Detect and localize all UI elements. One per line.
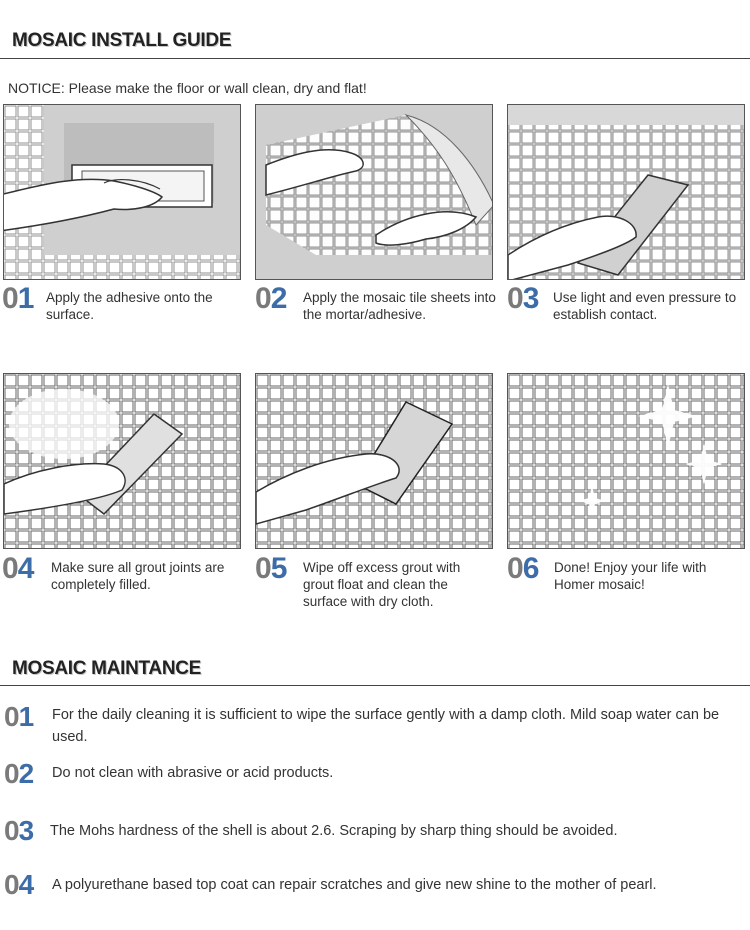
step-4-number: 04 <box>2 552 34 585</box>
maintenance-2-text: Do not clean with abrasive or acid products. <box>52 765 334 781</box>
notice-text: NOTICE: Please make the floor or wall clean, dry and flat! <box>8 80 367 96</box>
step-5-text: Wipe off excess grout with grout float and clean the surface with dry cloth. <box>303 560 461 609</box>
install-guide-title: MOSAIC INSTALL GUIDE <box>12 30 232 51</box>
maintenance-3-number: 03 <box>4 815 34 846</box>
maintenance-1-number: 01 <box>4 701 34 732</box>
step-4-illustration <box>3 373 241 549</box>
step-2-text: Apply the mosaic tile sheets into the mortar/adhesive. <box>303 290 496 322</box>
step-5-illustration <box>255 373 493 549</box>
step-3-text: Use light and even pressure to establish contact. <box>553 290 737 322</box>
maintenance-3-text: The Mohs hardness of the shell is about 2.6. Scraping by sharp thing should be avoided. <box>50 823 618 839</box>
install-guide-divider <box>0 58 750 59</box>
step-4-text: Make sure all grout joints are completely filled. <box>51 560 225 592</box>
step-2-illustration <box>255 104 493 280</box>
step-2-number: 02 <box>255 282 287 315</box>
maintenance-2-number: 02 <box>4 758 34 789</box>
step-1-illustration <box>3 104 241 280</box>
maintenance-divider <box>0 685 750 686</box>
step-3-illustration <box>507 104 745 280</box>
maintenance-1-text: For the daily cleaning it is sufficient to wipe the surface gently with a damp cloth. Mild soap water can be used. <box>52 707 720 745</box>
step-1-number: 01 <box>2 282 34 315</box>
step-1-text: Apply the adhesive onto the surface. <box>46 290 213 322</box>
step-6-illustration <box>507 373 745 549</box>
maintenance-4-text: A polyurethane based top coat can repair scratches and give new shine to the mother of pearl. <box>52 877 657 893</box>
maintenance-4-number: 04 <box>4 869 34 900</box>
step-6-number: 06 <box>507 552 539 585</box>
maintenance-title: MOSAIC MAINTANCE <box>12 658 202 679</box>
step-5-number: 05 <box>255 552 287 585</box>
step-6-text: Done! Enjoy your life with Homer mosaic! <box>554 560 707 592</box>
step-3-number: 03 <box>507 282 539 315</box>
